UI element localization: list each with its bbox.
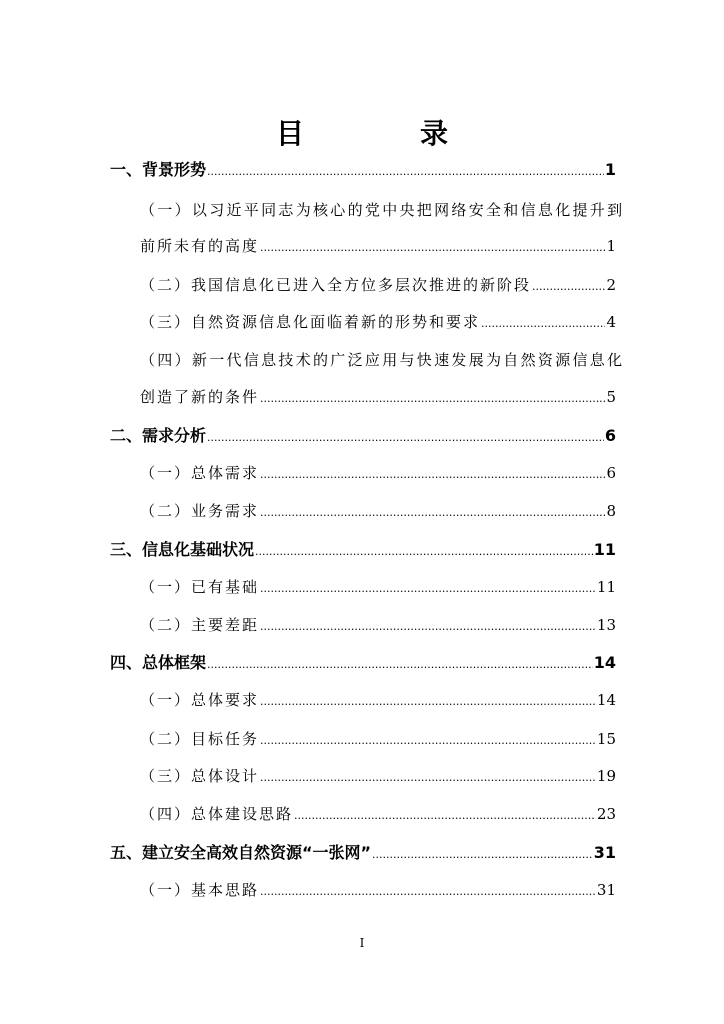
footer-page-number: I bbox=[359, 936, 365, 950]
toc-leader-dots bbox=[260, 464, 605, 486]
toc-entry-label: 五、建立安全高效自然资源“一张网” bbox=[110, 843, 372, 862]
toc-entry-label: （二）业务需求 bbox=[140, 502, 260, 520]
toc-page-number: 4 bbox=[606, 313, 616, 331]
page-title: 目 录 bbox=[275, 117, 492, 150]
toc-entry-label: （一）总体需求 bbox=[140, 464, 260, 482]
toc-entry-label: （二）目标任务 bbox=[140, 730, 260, 748]
toc-leader-dots bbox=[260, 237, 605, 259]
toc-entry-label: （一）已有基础 bbox=[140, 578, 260, 596]
toc-entry-1-4-line1[interactable]: （四）新一代信息技术的广泛应用与快速发展为自然资源信息化 bbox=[140, 351, 625, 369]
toc-entry-label: （二）我国信息化已进入全方位多层次推进的新阶段 bbox=[140, 276, 532, 294]
toc-page-number: 6 bbox=[606, 464, 616, 482]
toc-page-number: 1 bbox=[604, 160, 616, 179]
toc-entry-label: 二、需求分析 bbox=[110, 426, 207, 445]
toc-entry-1[interactable] bbox=[110, 159, 616, 183]
toc-page-number: 23 bbox=[596, 805, 616, 823]
toc-entry-label: 一、背景形势 bbox=[110, 160, 207, 179]
toc-page-number: 8 bbox=[606, 502, 616, 520]
toc-leader-dots bbox=[207, 427, 604, 449]
toc-entry-2[interactable] bbox=[110, 425, 616, 449]
toc-page-number: 2 bbox=[606, 276, 616, 294]
toc-entry-4-1[interactable] bbox=[140, 689, 616, 713]
toc-entry-4-3[interactable] bbox=[140, 765, 616, 789]
toc-page-number: 6 bbox=[604, 426, 616, 445]
toc-page-number: 19 bbox=[596, 767, 616, 785]
toc-page-number: 31 bbox=[593, 843, 616, 862]
toc-leader-dots bbox=[294, 805, 596, 827]
toc-entry-5-1[interactable] bbox=[140, 879, 616, 903]
toc-leader-dots bbox=[260, 578, 596, 600]
toc-entry-1-1-line1[interactable]: （一）以习近平同志为核心的党中央把网络安全和信息化提升到 bbox=[140, 201, 625, 219]
toc-entry-3-2[interactable] bbox=[140, 614, 616, 638]
toc-leader-dots bbox=[260, 881, 596, 903]
toc-entry-3[interactable] bbox=[110, 539, 616, 563]
toc-leader-dots bbox=[532, 276, 605, 298]
toc-entry-label: 三、信息化基础状况 bbox=[110, 540, 255, 559]
toc-entry-label: 前所未有的高度 bbox=[140, 237, 260, 255]
toc-entry-label: （一）基本思路 bbox=[140, 881, 260, 899]
toc-entry-4-2[interactable] bbox=[140, 728, 616, 752]
toc-leader-dots bbox=[260, 502, 605, 524]
toc-entry-2-2[interactable] bbox=[140, 500, 616, 524]
toc-page-number: 11 bbox=[596, 578, 616, 596]
toc-page-number: 13 bbox=[596, 616, 616, 634]
toc-leader-dots bbox=[260, 691, 596, 713]
toc-leader-dots bbox=[372, 844, 593, 866]
toc-entry-3-1[interactable] bbox=[140, 576, 616, 600]
toc-entry-label: （三）自然资源信息化面临着新的形势和要求 bbox=[140, 313, 481, 331]
toc-leader-dots bbox=[260, 767, 596, 789]
toc-entry-1-3[interactable] bbox=[140, 311, 616, 335]
toc-page-number: 14 bbox=[593, 653, 616, 672]
toc-entry-1-1[interactable] bbox=[140, 235, 616, 259]
toc-entry-label: （四）总体建设思路 bbox=[140, 805, 294, 823]
toc-entry-label: （二）主要差距 bbox=[140, 616, 260, 634]
toc-leader-dots bbox=[207, 654, 593, 676]
toc-leader-dots bbox=[260, 730, 596, 752]
toc-entry-label: 四、总体框架 bbox=[110, 653, 207, 672]
toc-leader-dots bbox=[260, 388, 605, 410]
toc-leader-dots bbox=[207, 161, 604, 183]
toc-page-number: 1 bbox=[606, 237, 616, 255]
toc-page-number: 11 bbox=[593, 540, 616, 559]
toc-page-number: 14 bbox=[596, 691, 616, 709]
toc-leader-dots bbox=[481, 313, 605, 335]
toc-entry-4-4[interactable] bbox=[140, 803, 616, 827]
toc-leader-dots bbox=[255, 541, 593, 563]
toc-page-number: 31 bbox=[596, 881, 616, 899]
toc-entry-1-4[interactable] bbox=[140, 386, 616, 410]
toc-leader-dots bbox=[260, 616, 596, 638]
toc-entry-label: （三）总体设计 bbox=[140, 767, 260, 785]
toc-page-number: 5 bbox=[606, 388, 616, 406]
toc-entry-5[interactable] bbox=[110, 842, 616, 866]
toc-entry-1-2[interactable] bbox=[140, 274, 616, 298]
toc-entry-label: （一）总体要求 bbox=[140, 691, 260, 709]
toc-entry-2-1[interactable] bbox=[140, 462, 616, 486]
toc-page-number: 15 bbox=[596, 730, 616, 748]
toc-entry-label: 创造了新的条件 bbox=[140, 388, 260, 406]
toc-entry-4[interactable] bbox=[110, 652, 616, 676]
